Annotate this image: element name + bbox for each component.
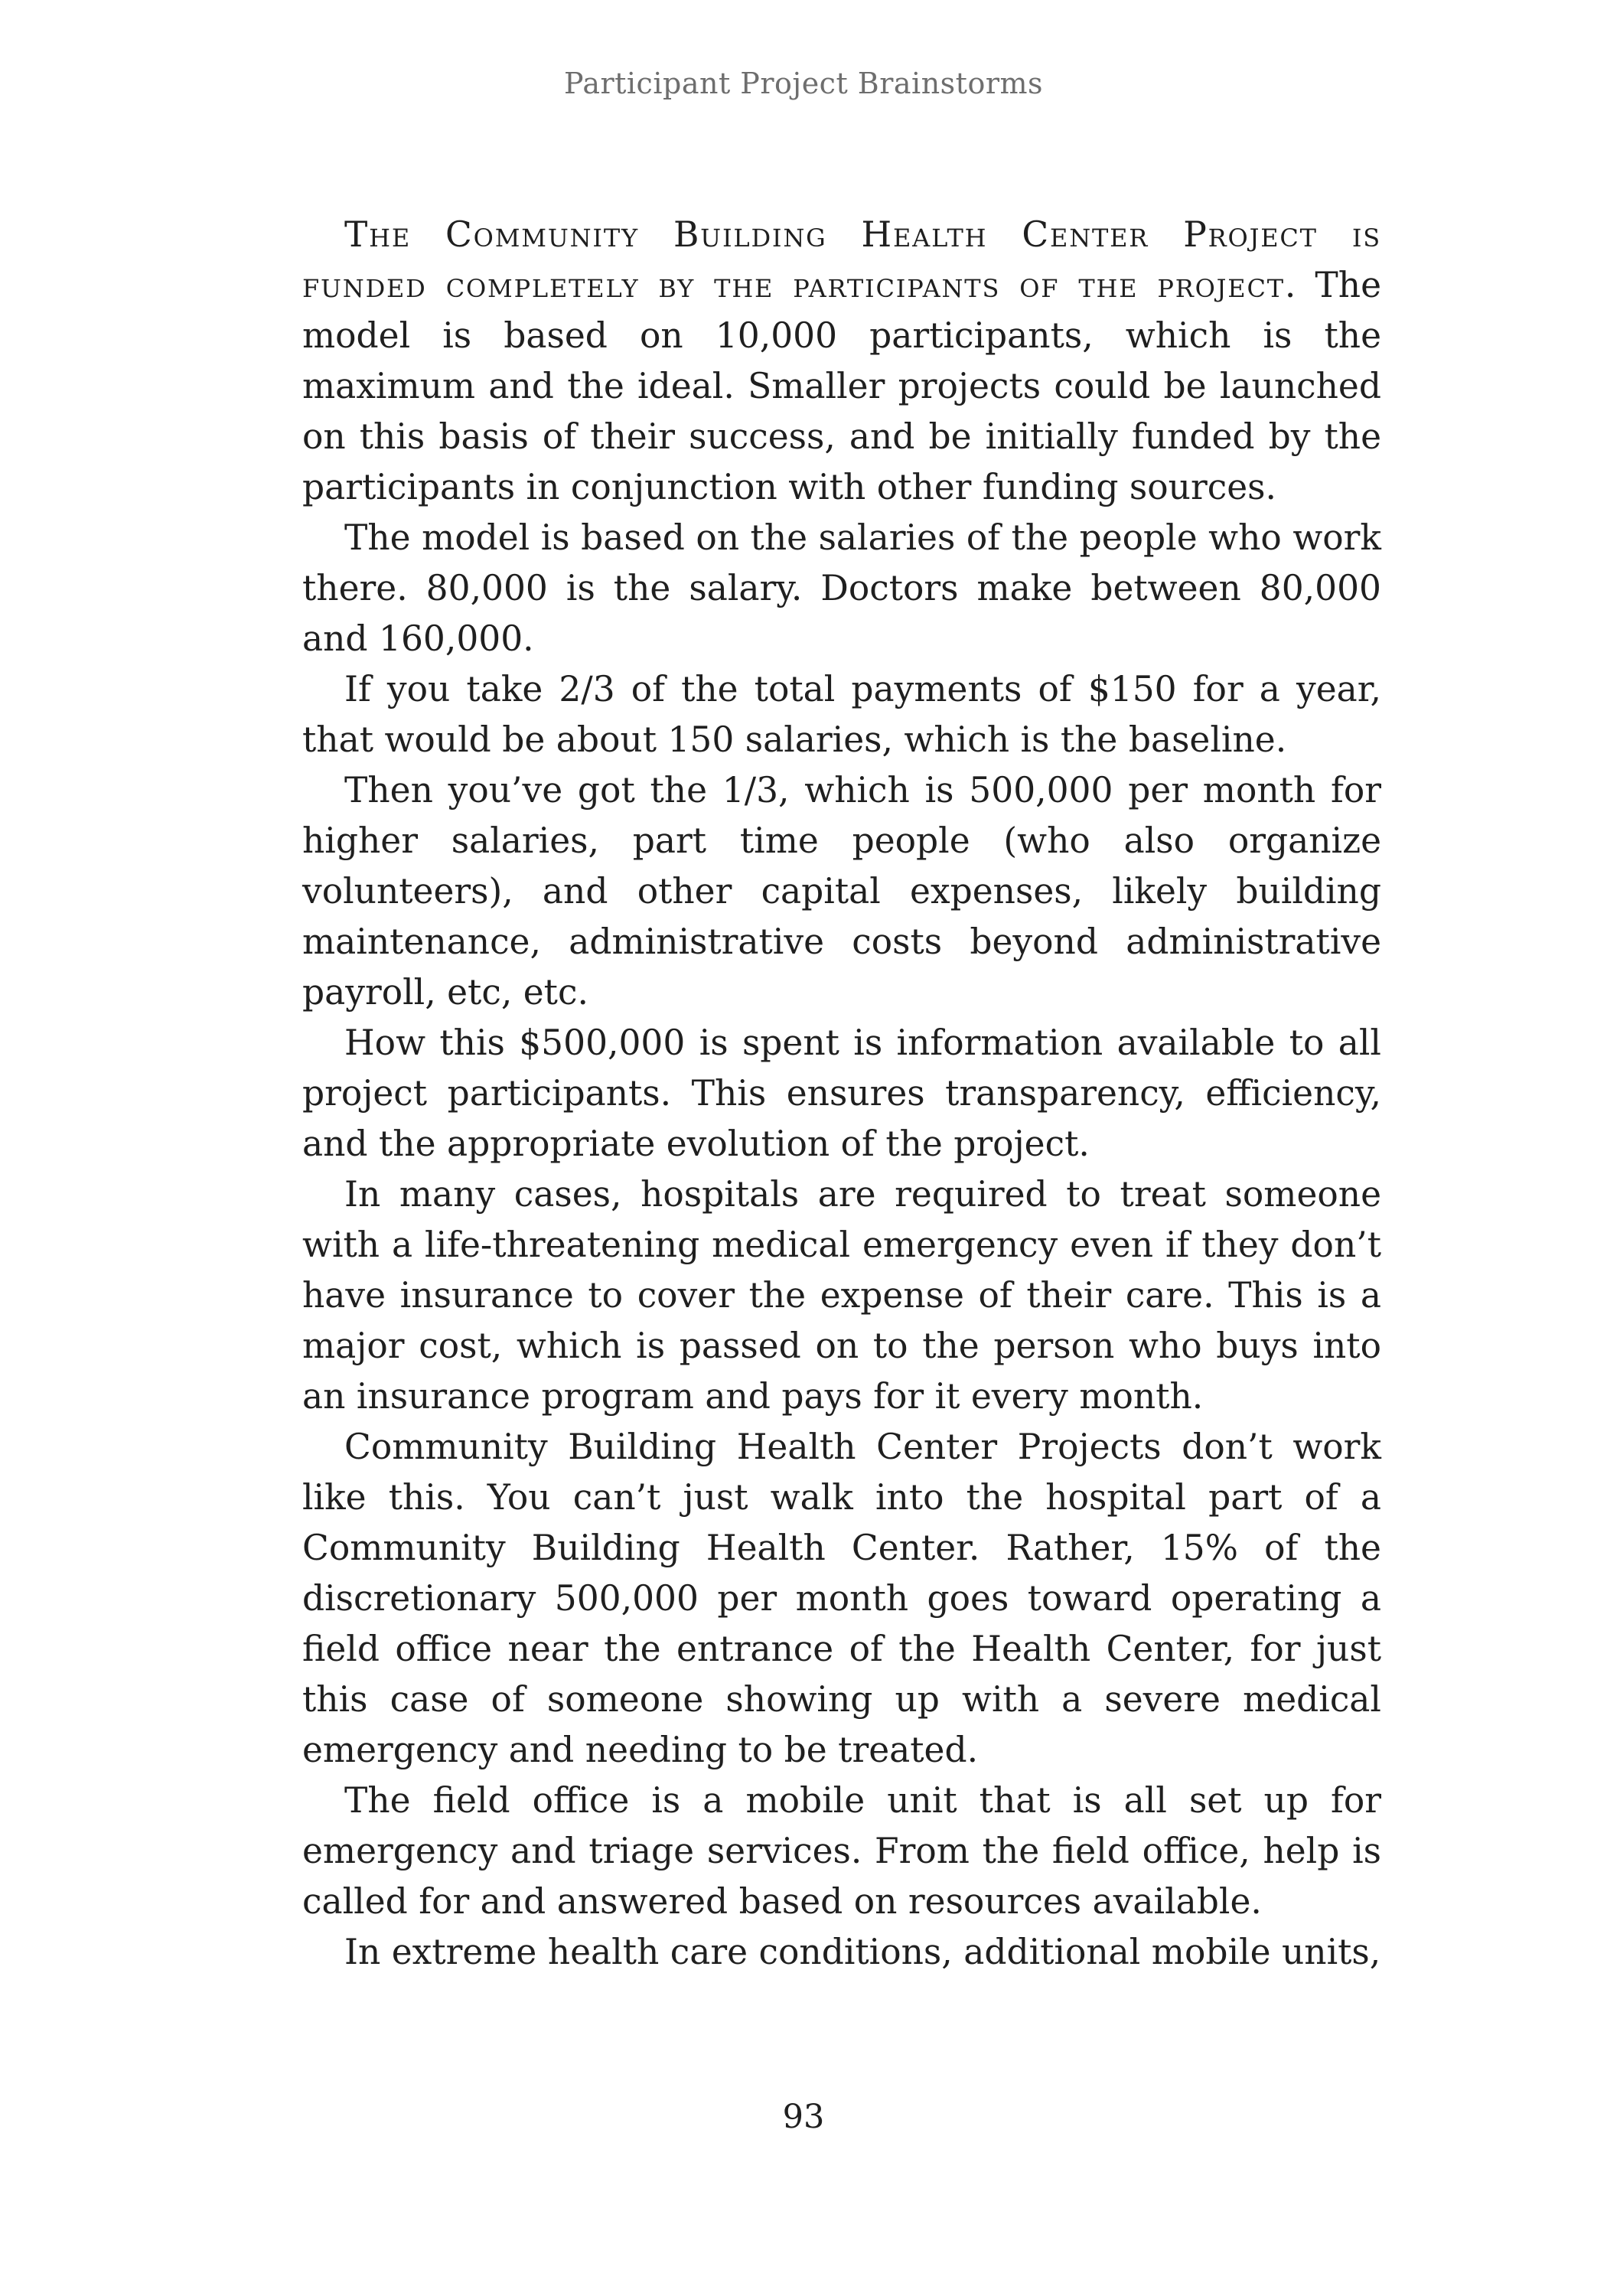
paragraph-1 — [302, 210, 1381, 513]
paragraph-9: In extreme health care conditions, additional mobile units, — [344, 1932, 1381, 1972]
paragraph-1-text: The model is based on 10,000 participants, which is the maximum and the ideal. Smaller projects could be launched on this basis of their success, and be initially funded by the participants in conjunction with other funding sources. — [302, 265, 1382, 507]
page-number: 93 — [782, 2098, 825, 2136]
paragraph-3: If you take 2/3 of the total payments of $150 for a year, that would be about 150 salaries, which is the baseline. — [302, 669, 1381, 760]
paragraph-8: The field office is a mobile unit that is all set up for emergency and triage services. From the field office, help is called for and answered based on resources available. — [302, 1780, 1381, 1922]
running-head: Participant Project Brainstorms — [563, 67, 1044, 100]
paragraph-2: The model is based on the salaries of the people who work there. 80,000 is the salary. Doctors make between 80,000 and 160,000. — [302, 517, 1381, 659]
body-text — [302, 210, 1381, 1978]
paragraph-7: Community Building Health Center Projects don’t work like this. You can’t just walk into the hospital part of a Community Building Health Center. Rather, 15% of the discretionary 500,000 per month goes toward operating a field office near the entrance of the Health Center, for just this case of someone showing up with a severe medical emergency and needing to be treated. — [302, 1427, 1381, 1770]
small-caps-lead-in: The Community Building Health Center Project is funded completely by the participants of the project. — [302, 214, 1381, 305]
paragraph-5: How this $500,000 is spent is information available to all project participants. This ensures transparency, efficiency, and the appropriate evolution of the project. — [302, 1022, 1381, 1164]
paragraph-4: Then you’ve got the 1/3, which is 500,000 per month for higher salaries, part time people (who also organize volunteers), and other capital expenses, likely building maintenance, administrative costs beyond administrative payroll, etc, etc. — [302, 770, 1381, 1013]
paragraph-6: In many cases, hospitals are required to treat someone with a life-threatening medical emergency even if they don’t have insurance to cover the expense of their care. This is a major cost, which is passed on to the person who buys into an insurance program and pays for it every month. — [302, 1174, 1381, 1417]
